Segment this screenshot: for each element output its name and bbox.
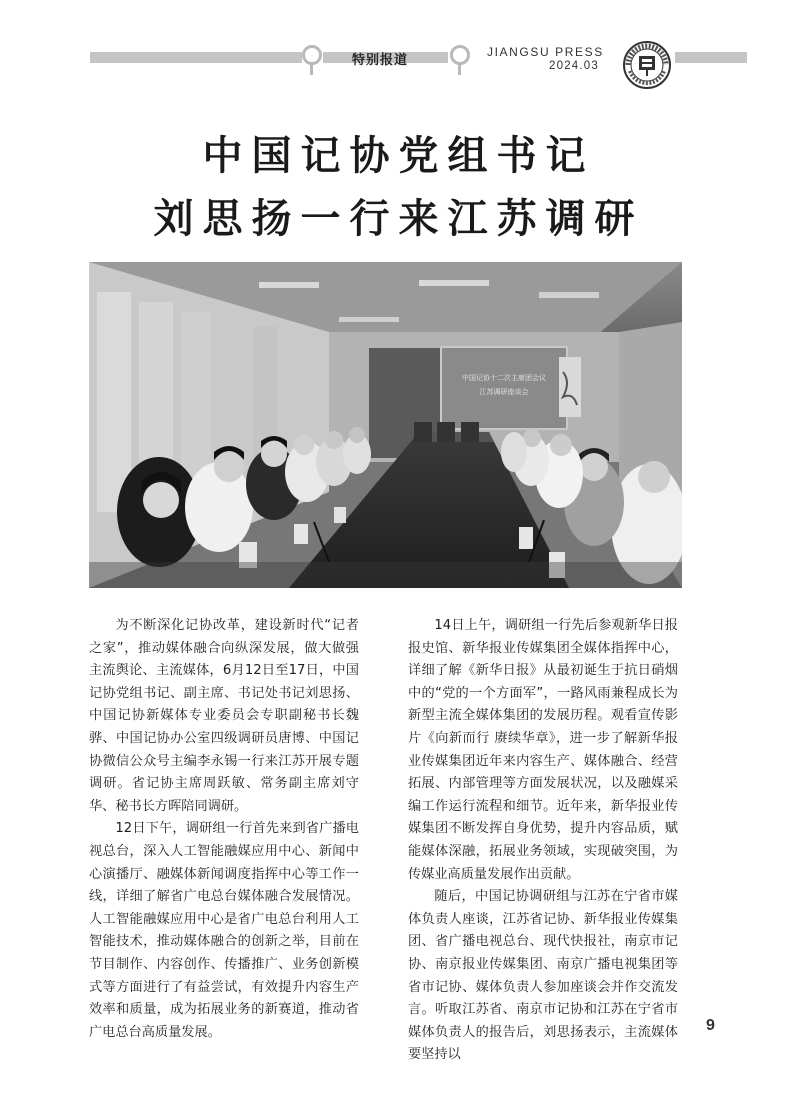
magazine-name: JIANGSU PRESS	[487, 45, 604, 59]
article-column-left	[89, 615, 359, 1044]
screen-text-2: 江苏调研座谈会	[479, 388, 529, 396]
meeting-photo	[89, 262, 682, 588]
article-paragraph: 随后，中国记协调研组与江苏在宁省市媒体负责人座谈，江苏省记协、新华报业传媒集团、省广播电视总台、现代快报社，南京市记协、南京报业传媒集团、南京广播电视集团等省市记协、媒体负责人参加座谈会并作交流发言。听取江苏省、南京市记协和江苏在宁省市媒体负责人的报告后，刘思扬表示，主流媒体要坚持以	[408, 889, 678, 1063]
article-paragraph: 为不断深化记协改革，建设新时代“记者之家”，推动媒体融合向纵深发展，做大做强主流舆论、主流媒体，6月12日至17日，中国记协党组书记、副主席、书记处书记刘思扬、中国记协新媒体专业委员会专职副秘书长魏骅、中国记协办公室四级调研员唐博、中国记协微信公众号主编李永锡一行来江苏开展专题调研。省记协主席周跃敏、常务副主席刘守华、秘书长方晖陪同调研。	[89, 618, 359, 814]
article-paragraph: 12日下午，调研组一行首先来到省广播电视总台，深入人工智能融媒应用中心、新闻中心演播厅、融媒体新闻调度指挥中心等工作一线，详细了解省广电总台媒体融合发展情况。人工智能融媒应用中心是省广电总台利用人工智能技术，推动媒体融合的创新之举，目前在节目制作、内容创作、传播推广、业务创新模式等方面进行了有益尝试，有效提升内容生产效率和质量，成为拓展业务的新赛道，推动省广电总台高质量发展。	[89, 821, 359, 1040]
pin-icon	[302, 45, 322, 65]
magazine-seal-logo	[622, 40, 672, 90]
screen-text-1: 中国记协十二次主席团会议	[462, 374, 546, 382]
article-paragraph: 14日上午，调研组一行先后参观新华日报报史馆、新华报业传媒集团全媒体指挥中心，详细了解《新华日报》从最初诞生于抗日硝烟中的“党的一个方面军”，一路风雨兼程成长为新型主流全媒体集团的发展历程。观看宣传影片《向新而行 赓续华章》，进一步了解新华报业传媒集团近年来内容生产、媒体融合、经营拓展、内部管理等方面发展状况，以及融媒采编工作运行流程和细节。近年来，新华报业传媒集团不断发挥自身优势，提升内容品质，赋能媒体深融，拓展业务领域，实现破突围，为传媒业高质量发展作出贡献。	[408, 618, 678, 882]
issue-date: 2024.03	[549, 60, 599, 72]
section-label: 特别报道	[352, 53, 409, 68]
article-title-line-1: 中国记协党组书记	[202, 133, 595, 179]
pin-icon	[450, 45, 470, 65]
header-bar-right	[675, 52, 747, 63]
page-number: 9	[706, 1017, 715, 1034]
article-title-line-2: 刘思扬一行来江苏调研	[153, 196, 644, 242]
header-bar-left	[90, 52, 302, 63]
article-column-right	[408, 615, 678, 1067]
